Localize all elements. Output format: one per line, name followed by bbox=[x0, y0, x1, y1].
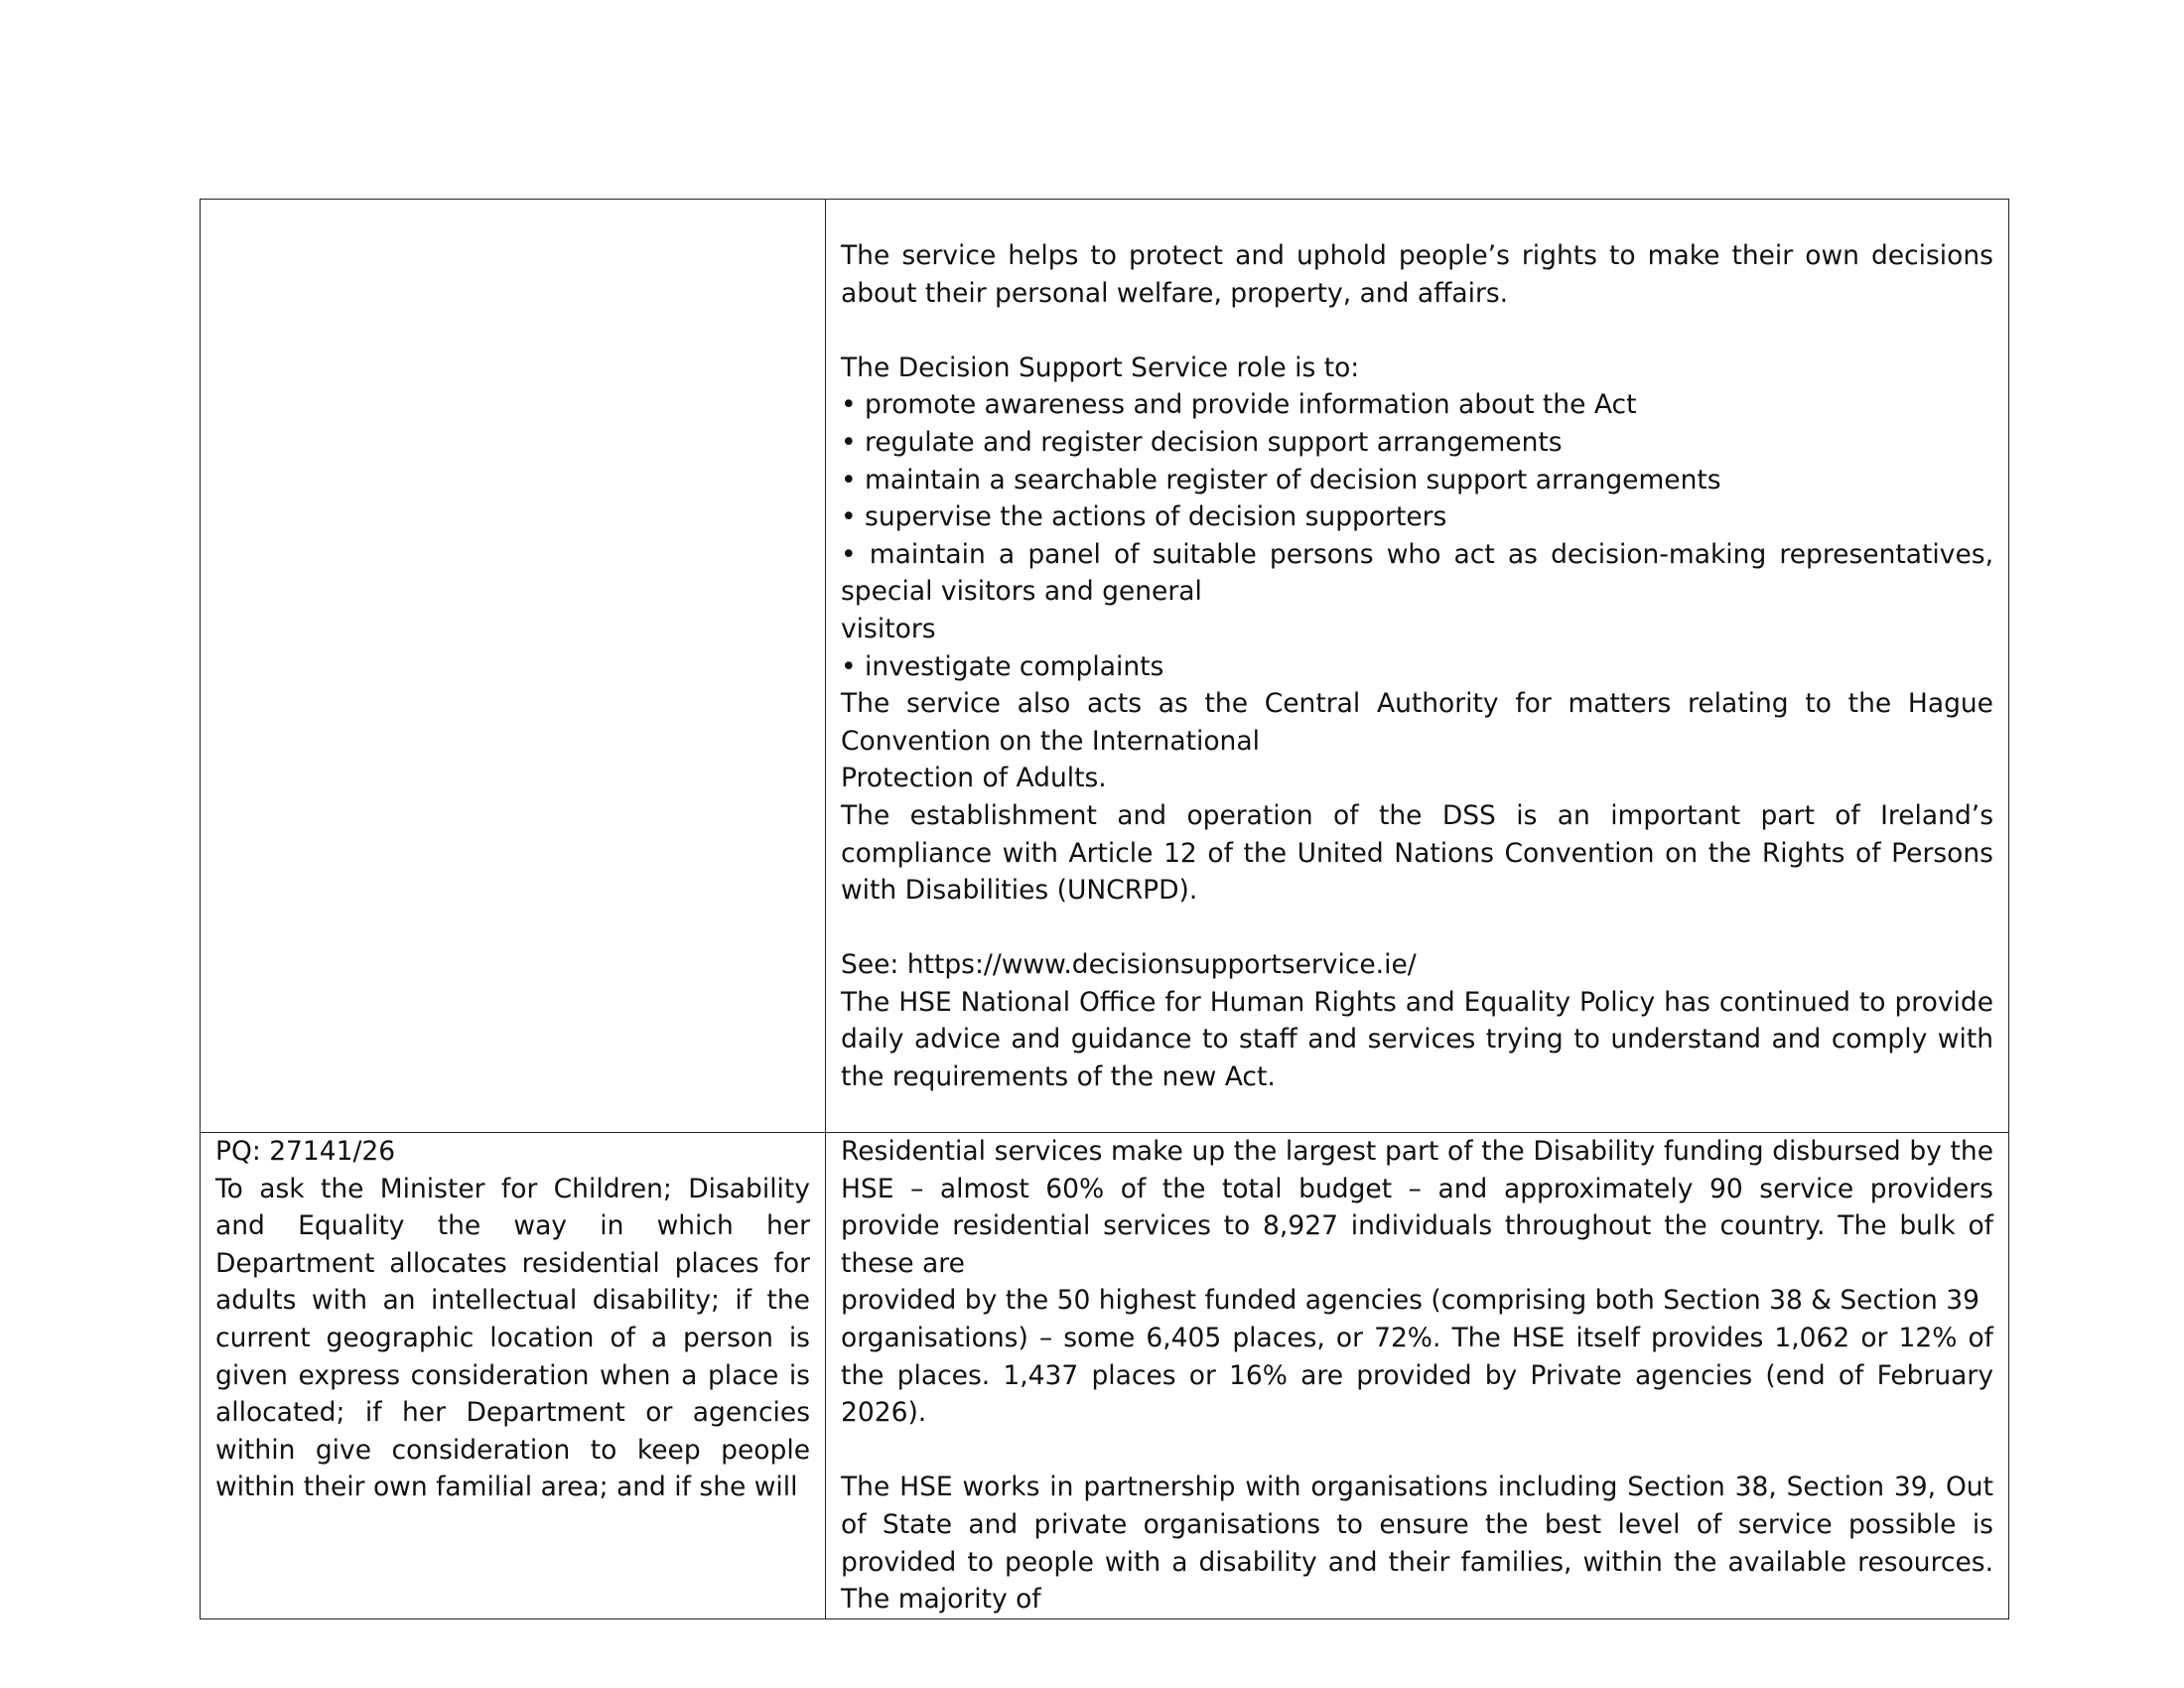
residential-services-line: provided by the 50 highest funded agencies (comprising both Section 38 & Section 39 bbox=[841, 1285, 1979, 1317]
dss-role-bullet: • regulate and register decision support arrangements bbox=[841, 426, 1563, 458]
table-row bbox=[201, 1133, 2009, 1619]
residential-services-continuation: organisations) – some 6,405 places, or 72%. The HSE itself provides 1,062 or 12% of the places. 1,437 places or 16% are provided by Private agencies (end of February 2026). bbox=[841, 1322, 1993, 1429]
question-cell bbox=[201, 1133, 826, 1619]
paragraph-gap bbox=[841, 312, 1993, 350]
dss-role-bullet: • maintain a searchable register of decision support arrangements bbox=[841, 464, 1721, 495]
dss-role-bullet: • investigate complaints bbox=[841, 650, 1164, 682]
dss-website-reference: See: https://www.decisionsupportservice.ie/ bbox=[841, 949, 1417, 981]
answer-cell bbox=[826, 1133, 2009, 1619]
hse-office-paragraph: The HSE National Office for Human Rights and Equality Policy has continued to provide daily advice and guidance to staff and services trying to understand and comply with the requirements of the new Act. bbox=[841, 986, 1993, 1093]
uncrpd-compliance-paragraph: The establishment and operation of the DSS is an important part of Ireland’s compliance with Article 12 of the United Nations Convention on the Rights of Persons with Disabilities (UNCRPD). bbox=[841, 799, 1993, 907]
dss-intro-paragraph: The service helps to protect and uphold people’s rights to make their own decisions about their personal welfare, property, and affairs. bbox=[841, 240, 1993, 309]
dss-role-bullet: • maintain a panel of suitable persons who act as decision-making representatives, special visitors and general bbox=[841, 538, 1993, 608]
dss-role-bullet-continuation: visitors bbox=[841, 613, 936, 644]
hague-convention-continuation: Protection of Adults. bbox=[841, 763, 1107, 794]
dss-role-heading: The Decision Support Service role is to: bbox=[841, 352, 1360, 383]
pq-number: PQ: 27141/26 bbox=[215, 1136, 396, 1167]
pq-response-table bbox=[200, 199, 2009, 1619]
question-cell-empty bbox=[201, 200, 826, 1133]
dss-role-bullet: • promote awareness and provide information about the Act bbox=[841, 389, 1637, 421]
dss-role-bullet: • supervise the actions of decision supporters bbox=[841, 501, 1447, 533]
table-row bbox=[201, 200, 2009, 1133]
hse-partnership-paragraph: The HSE works in partnership with organisations including Section 38, Section 39, Out of State and private organisations to ensure the best level of service possible is provided to people with a disability and their families, within the available resources. The majority of bbox=[841, 1472, 1993, 1616]
answer-cell bbox=[826, 200, 2009, 1133]
hague-convention-paragraph: The service also acts as the Central Authority for matters relating to the Hague Convention on the International bbox=[841, 688, 1993, 757]
pq-question-text: To ask the Minister for Children; Disability and Equality the way in which her Department allocates residential places for adults with an intellectual disability; if the current geographic location of a person is given express consideration when a place is allocated; if her Department or agencies within give consideration to keep people within their own familial area; and if she will bbox=[215, 1173, 810, 1503]
paragraph-gap bbox=[841, 1432, 1993, 1470]
paragraph-gap bbox=[841, 910, 1993, 947]
residential-services-paragraph: Residential services make up the largest part of the Disability funding disbursed by the HSE – almost 60% of the total budget – and approximately 90 service providers provide residential services to 8,927 individuals throughout the country. The bulk of these are bbox=[841, 1136, 1993, 1279]
